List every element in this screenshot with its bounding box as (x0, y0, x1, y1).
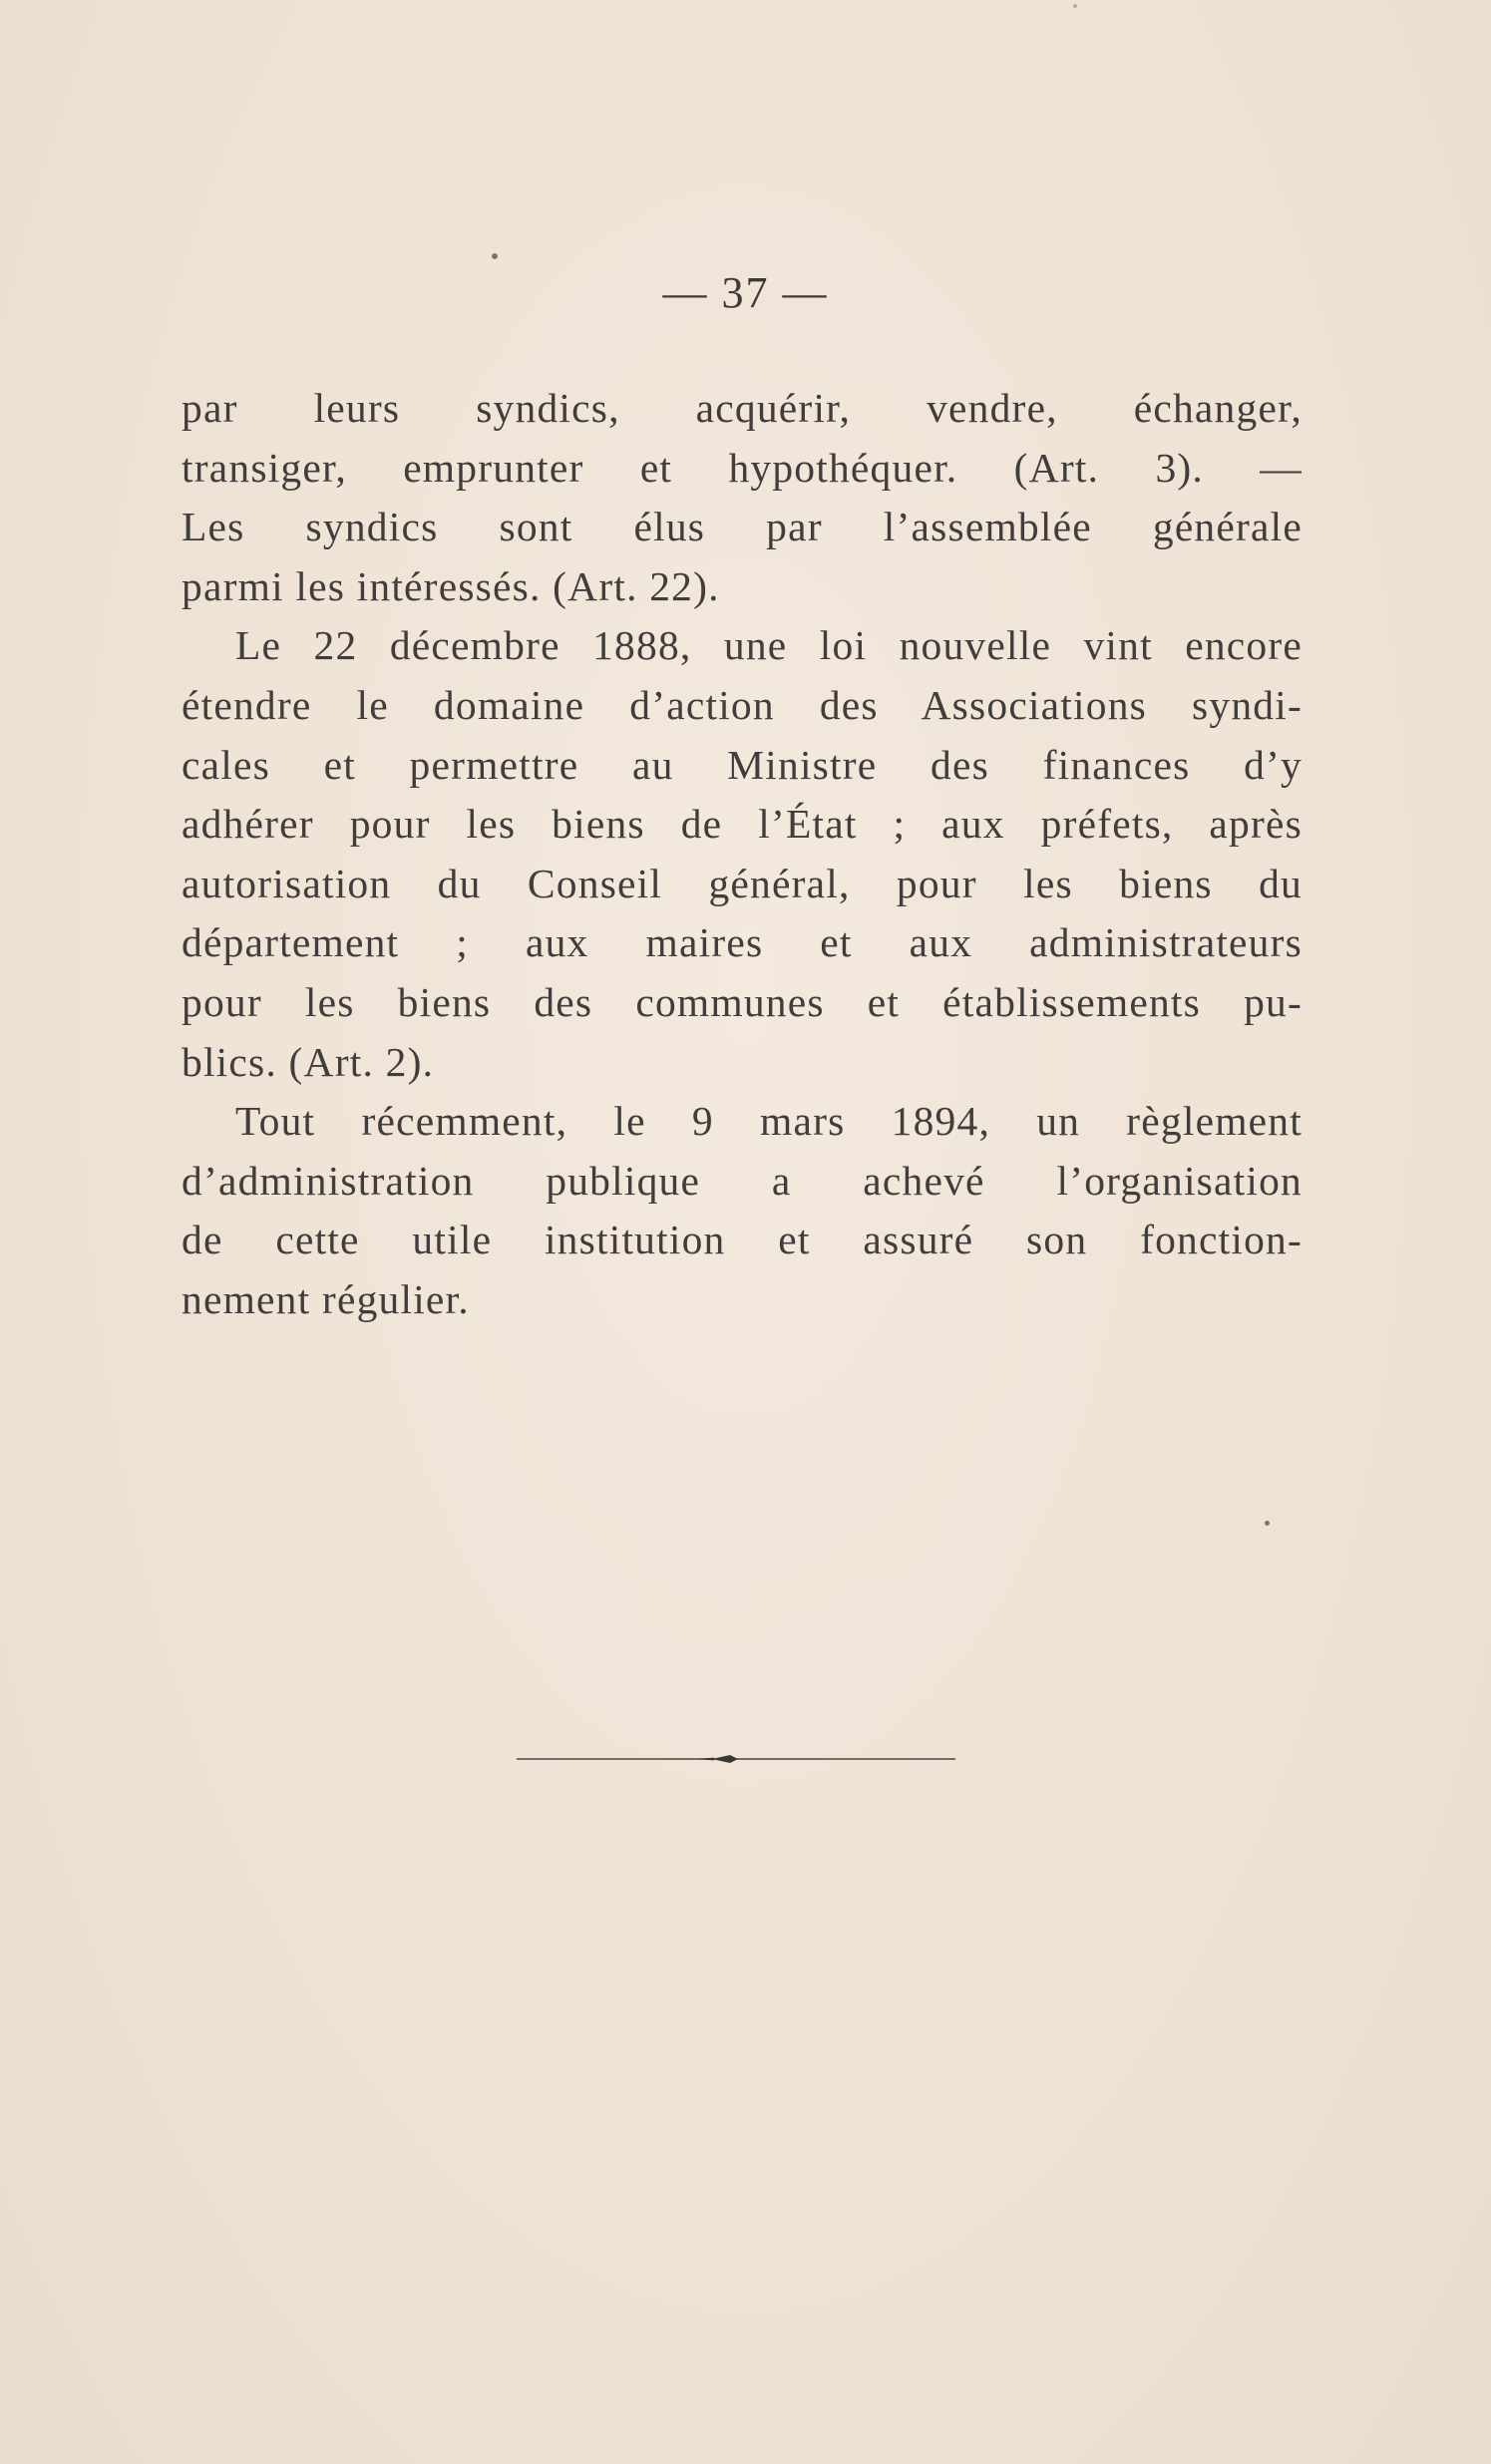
text-line: Les syndics sont élus par l’assemblée générale (182, 504, 1303, 550)
text-line: département ; aux maires et aux administrateurs (182, 919, 1303, 966)
text-line: blics. (Art. 2). (182, 1038, 435, 1085)
page-number: — 37 — (662, 268, 829, 317)
section-divider-ornament (517, 1751, 955, 1767)
paper-speck (492, 253, 498, 259)
paragraph-start-line: Tout récemment, le 9 mars 1894, un règlement (235, 1098, 1303, 1145)
paragraph-start-line: Le 22 décembre 1888, une loi nouvelle vint encore (235, 622, 1303, 669)
body-text (182, 379, 1303, 1330)
text-line: cales et permettre au Ministre des finances d’y (182, 741, 1303, 788)
text-line: transiger, emprunter et hypothéquer. (Art. 3). — (182, 444, 1303, 491)
paper-speck (1265, 1521, 1270, 1526)
text-line: d’administration publique a achevé l’organisation (182, 1157, 1303, 1204)
text-line: par leurs syndics, acquérir, vendre, échanger, (182, 385, 1303, 431)
text-line: étendre le domaine d’action des Associations syndi- (182, 681, 1303, 728)
paper-speck (1073, 4, 1077, 8)
text-line: nement régulier. (182, 1275, 470, 1322)
text-line: de cette utile institution et assuré son fonction- (182, 1217, 1303, 1263)
text-line: pour les biens des communes et établissements pu- (182, 978, 1303, 1025)
text-line: parmi les intéressés. (Art. 22). (182, 562, 720, 609)
text-line: adhérer pour les biens de l’État ; aux préfets, après (182, 801, 1303, 848)
text-line: autorisation du Conseil général, pour les biens du (182, 860, 1303, 906)
